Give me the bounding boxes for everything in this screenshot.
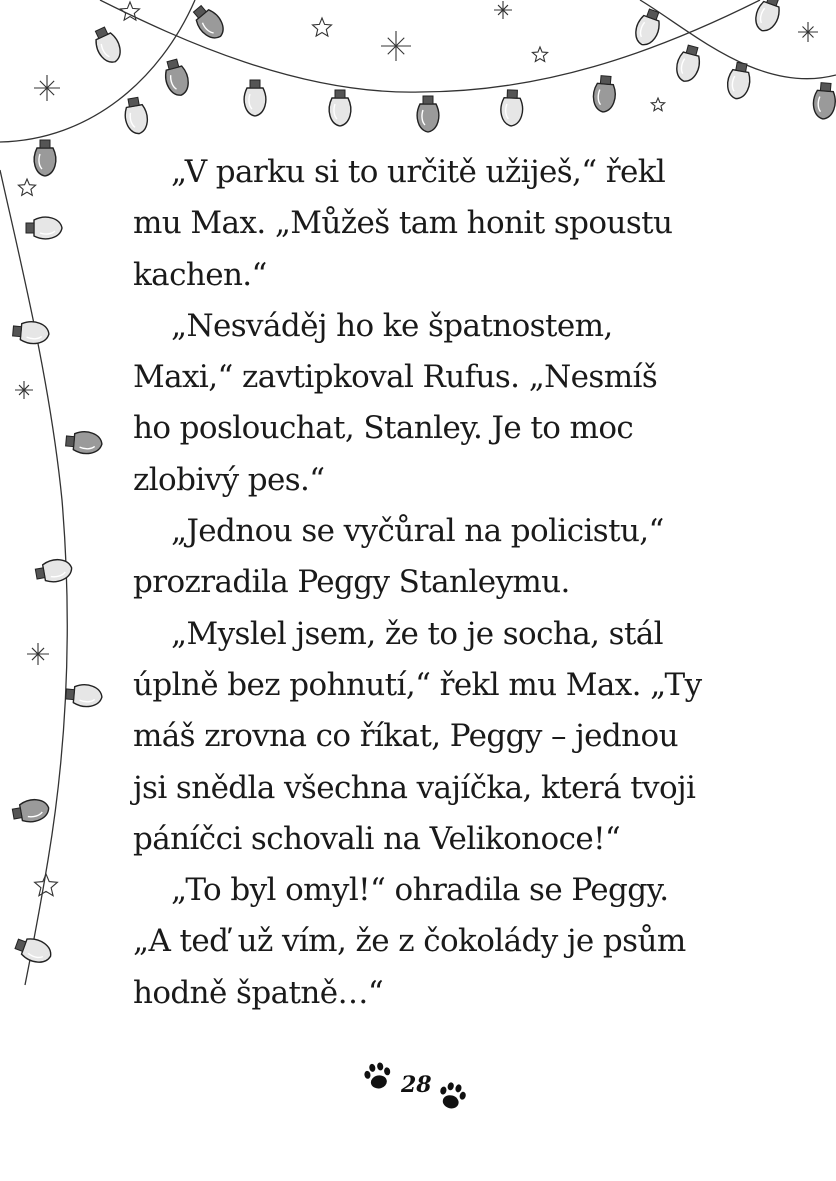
light-bulb <box>329 90 351 126</box>
text-line: páníčci schovali na Velikonoce!“ <box>133 820 621 857</box>
light-bulb <box>11 797 50 825</box>
sparkle-icon <box>494 1 512 19</box>
text-line: Maxi,“ zavtipkoval Rufus. „Nesmíš <box>133 359 658 396</box>
star-icon <box>35 874 58 896</box>
light-bulb <box>725 61 753 100</box>
paw-print-icon <box>436 1082 468 1112</box>
text-line: „A teď už vím, že z čokolády je psům <box>133 923 686 960</box>
sparkle-icon <box>27 643 49 665</box>
light-bulb <box>500 90 523 127</box>
light-bulb <box>673 44 703 84</box>
light-bulb <box>244 80 266 116</box>
star-icon <box>313 18 332 36</box>
light-bulb <box>34 140 56 176</box>
light-bulb <box>812 82 836 120</box>
text-line: „Nesváděj ho ke špatnostem, <box>171 307 613 344</box>
text-line: máš zrovna co říkat, Peggy – jednou <box>133 718 678 755</box>
star-icon <box>651 98 664 111</box>
text-line: „V parku si to určitě užiješ,“ řekl <box>171 154 666 190</box>
star-icon <box>18 179 35 195</box>
text-line: jsi snědla všechna vajíčka, která tvoji <box>133 769 696 806</box>
text-line: mu Max. „Můžeš tam honit spoustu <box>133 205 673 242</box>
text-line: zlobivý pes.“ <box>133 461 325 498</box>
text-line: prozradila Peggy Stanleymu. <box>133 564 570 601</box>
text-line: „Myslel jsem, že to je socha, stál <box>171 615 663 652</box>
light-bulb <box>12 320 50 345</box>
text-line: ho poslouchat, Stanley. Je to moc <box>133 410 634 447</box>
light-bulb <box>13 934 54 967</box>
page-footer <box>0 1060 836 1120</box>
star-icon <box>532 47 547 62</box>
light-bulb <box>752 0 785 34</box>
text-line: hodně špatně…“ <box>133 974 384 1011</box>
paw-print-icon <box>362 1062 394 1092</box>
text-line: kachen.“ <box>133 256 267 293</box>
light-bulb <box>26 217 62 239</box>
light-bulb <box>592 75 617 113</box>
story-text <box>133 147 733 1019</box>
sparkle-icon <box>798 22 818 42</box>
light-bulb <box>122 96 150 135</box>
sparkle-icon <box>15 381 33 399</box>
text-line: „To byl omyl!“ ohradila se Peggy. <box>171 872 669 909</box>
light-bulb <box>417 96 439 132</box>
light-bulb <box>90 25 125 67</box>
light-bulb <box>34 557 73 585</box>
page-number: 28 <box>401 1072 432 1098</box>
light-bulb <box>65 683 103 708</box>
light-bulb <box>65 430 103 455</box>
light-bulb <box>161 58 191 98</box>
text-line: „Jednou se vyčůral na policistu,“ <box>171 513 664 550</box>
sparkle-icon <box>34 75 60 101</box>
sparkle-icon <box>381 31 411 61</box>
light-bulb <box>189 2 229 43</box>
text-line: úplně bez pohnutí,“ řekl mu Max. „Ty <box>133 666 702 703</box>
